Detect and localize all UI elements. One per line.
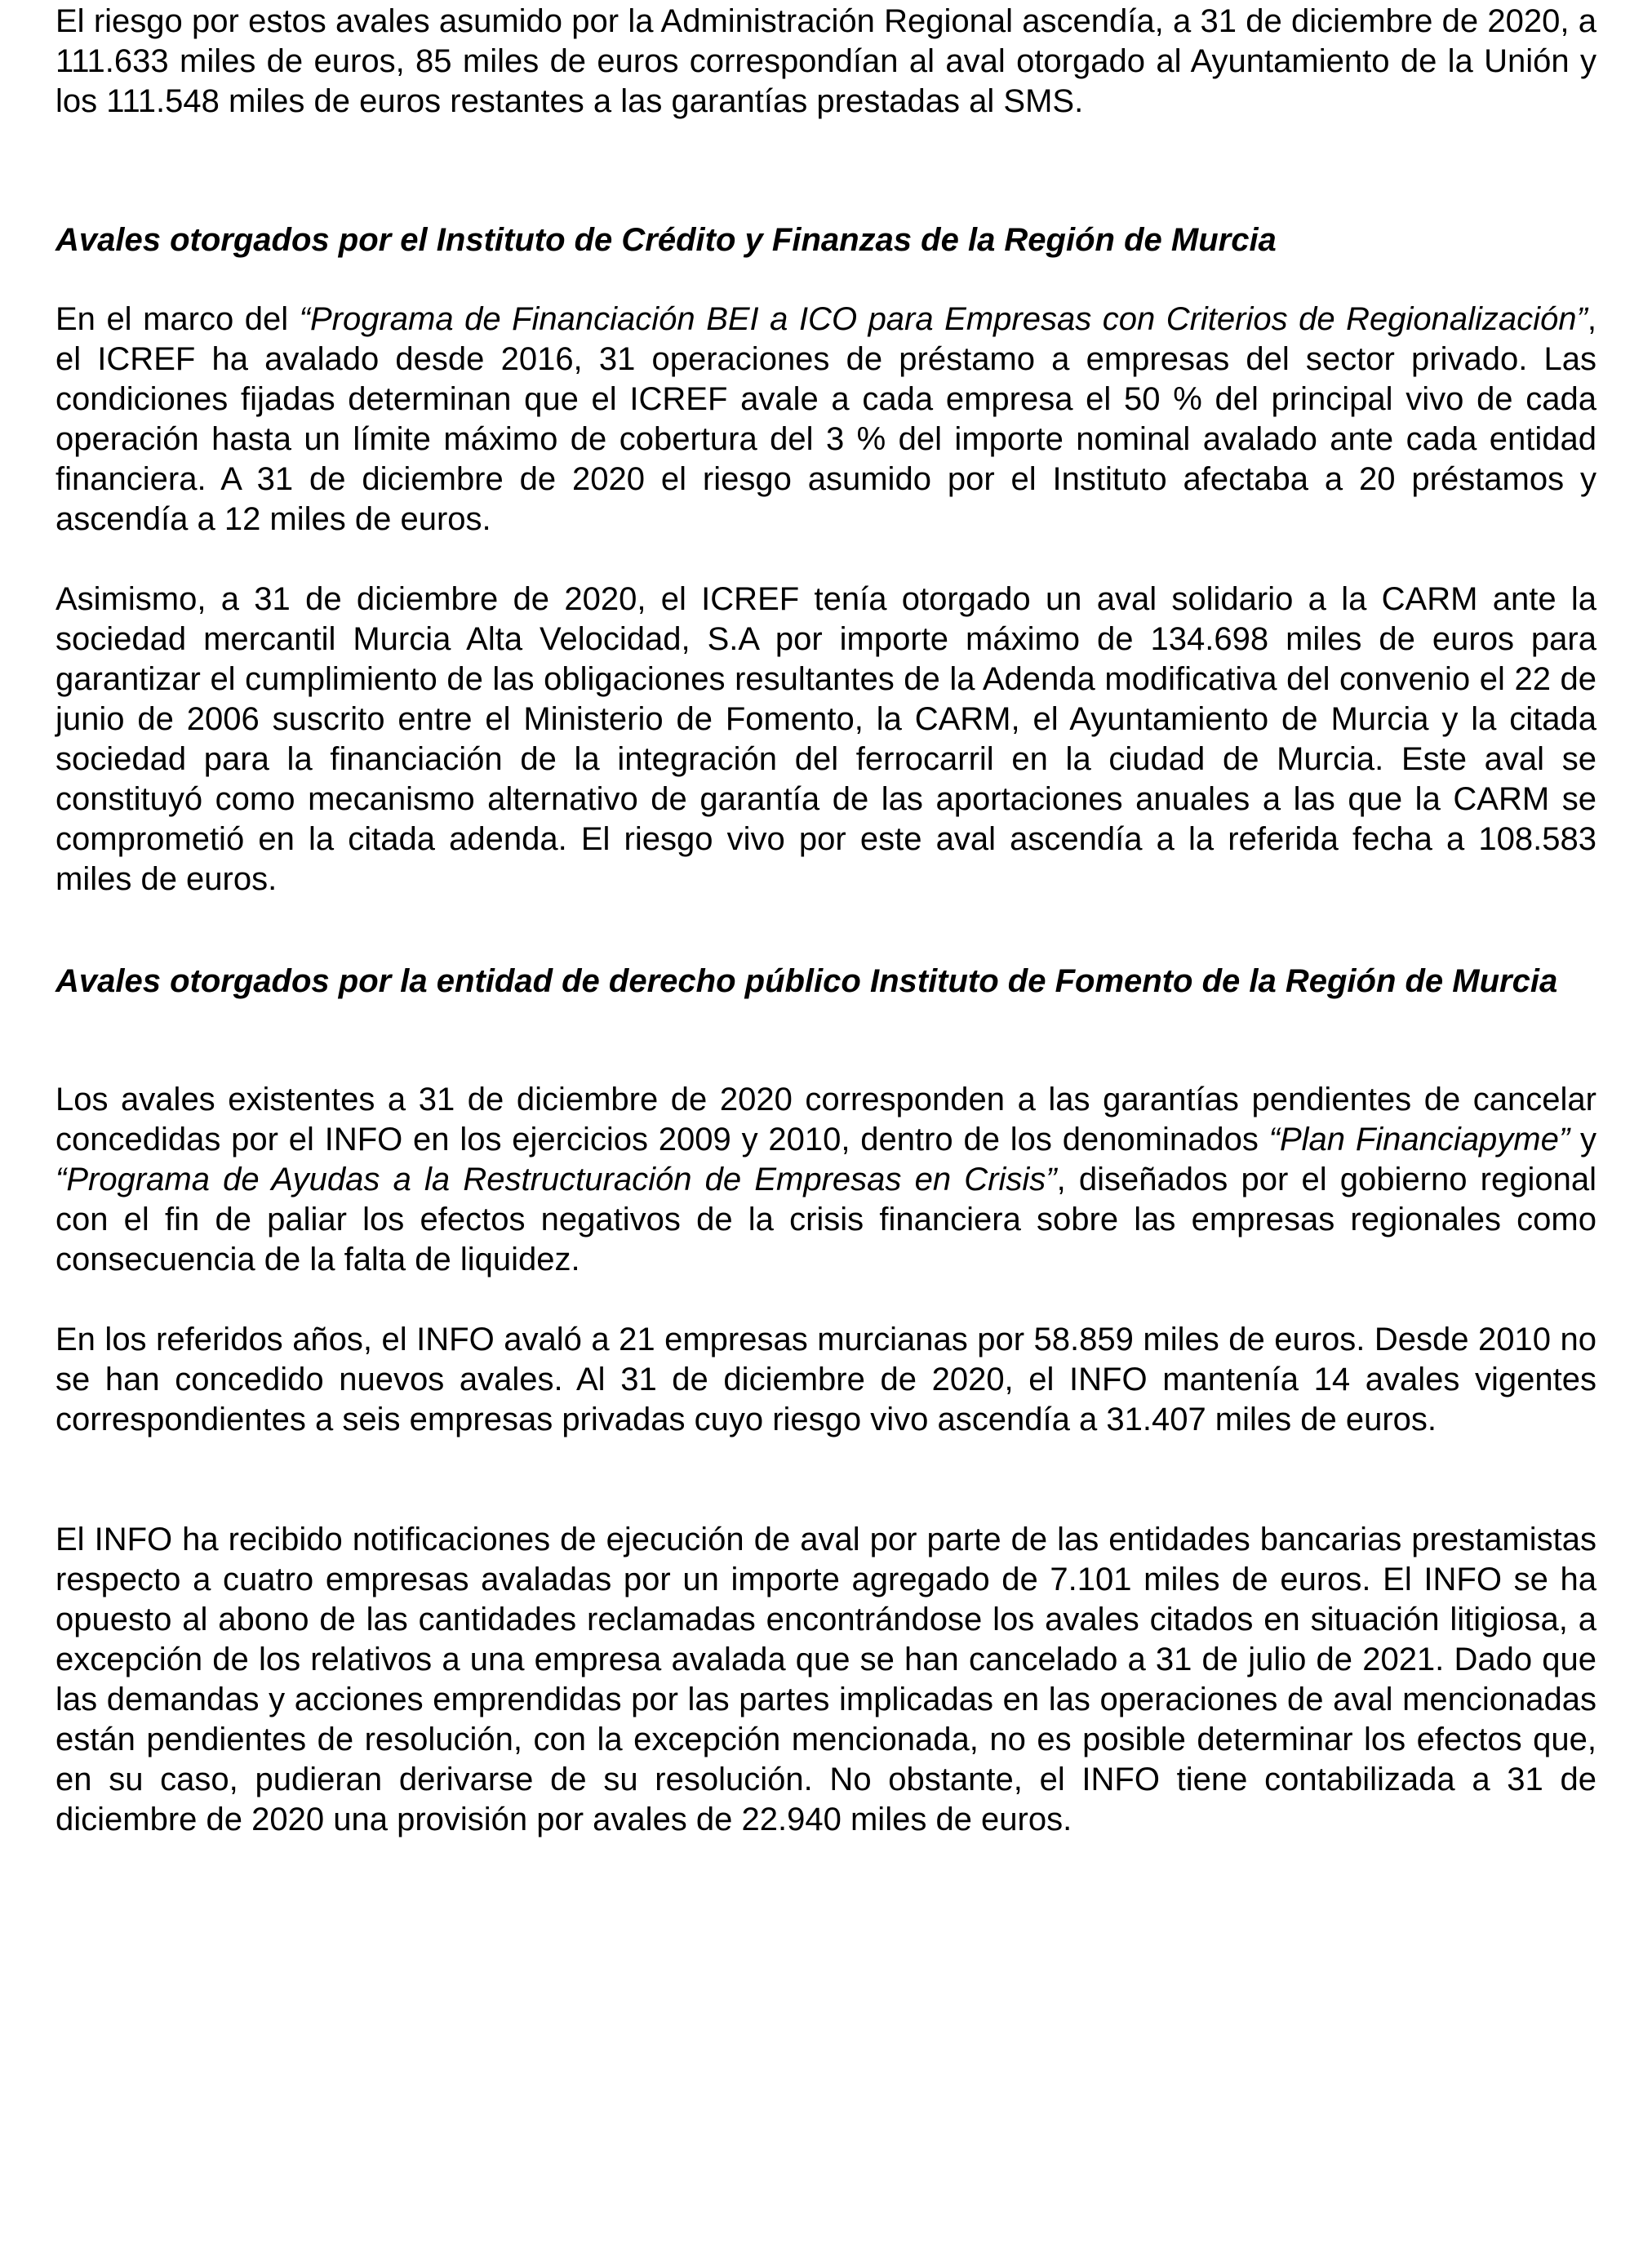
plan-name-financiapyme: “Plan Financiapyme” [1268, 1122, 1570, 1157]
paragraph-info-guaranteed-companies: En los referidos años, el INFO avaló a 21 empresas murcianas por 58.859 miles de euros. Desde 2010 no se han concedido nuevos avales. Al 31 de diciembre de 2020, el INFO mantenía 14 avales vigentes correspondientes a seis empresas privadas cuyo riesgo vivo ascendía a 31.407 miles de euros. [56, 1322, 1596, 1437]
paragraph-body-text: , diseñados por el gobierno regional con el fin de paliar los efectos negativos de la crisis financiera sobre las empresas regionales como consecuencia de la falta de liquidez. [56, 1162, 1596, 1277]
paragraph-murcia-alta-velocidad-guarantee: Asimismo, a 31 de diciembre de 2020, el ICREF tenía otorgado un aval solidario a la CARM ante la sociedad mercantil Murcia Alta Velocidad, S.A por importe máximo de 134.698 miles de euros para garantizar el cumplimiento de las obligaciones resultantes de la Adenda modificativa del convenio el 22 de junio de 2006 suscrito entre el Ministerio de Fomento, la CARM, el Ayuntamiento de Murcia y la citada sociedad para la financiación de la integración del ferrocarril en la ciudad de Murcia. Este aval se constituyó como mecanismo alternativo de garantía de las aportaciones anuales a las que la CARM se comprometió en la citada adenda. El riesgo vivo por este aval ascendía a la referida fecha a 108.583 miles de euros. [56, 581, 1596, 897]
paragraph-regional-guarantees-risk: El riesgo por estos avales asumido por la Administración Regional ascendía, a 31 de diciembre de 2020, a 111.633 miles de euros, 85 miles de euros correspondían al aval otorgado al Ayuntamiento de la Unión y los 111.548 miles de euros restantes a las garantías prestadas al SMS. [56, 3, 1596, 119]
program-name-bei-ico: “Programa de Financiación BEI a ICO para Empresas con Criterios de Regionalización” [299, 301, 1588, 337]
program-name-restructuring: “Programa de Ayudas a la Restructuración de Empresas en Crisis” [56, 1162, 1057, 1197]
paragraph-info-existing-guarantees [56, 1080, 1596, 1280]
heading-info-guarantees: Avales otorgados por la entidad de derecho público Instituto de Fomento de la Región de Murcia [56, 963, 1558, 999]
paragraph-body-text: , el ICREF ha avalado desde 2016, 31 operaciones de préstamo a empresas del sector privado. Las condiciones fijadas determinan que el ICREF avale a cada empresa el 50 % del principal vivo de cada operación hasta un límite máximo de cobertura del 3 % del importe nominal avalado ante cada entidad financiera. A 31 de diciembre de 2020 el riesgo asumido por el Instituto afectaba a 20 préstamos y ascendía a 12 miles de euros. [56, 301, 1596, 537]
heading-icref-guarantees: Avales otorgados por el Instituto de Crédito y Finanzas de la Región de Murcia [56, 222, 1277, 258]
paragraph-icref-bei-program [56, 300, 1596, 540]
paragraph-lead-text: En el marco del [56, 301, 300, 337]
paragraph-info-execution-notifications: El INFO ha recibido notificaciones de ejecución de aval por parte de las entidades bancarias prestamistas respecto a cuatro empresas avaladas por un importe agregado de 7.101 miles de euros. El INFO se ha opuesto al abono de las cantidades reclamadas encontrándose los avales citados en situación litigiosa, a excepción de los relativos a una empresa avalada que se han cancelado a 31 de julio de 2021. Dado que las demandas y acciones emprendidas por las partes implicadas en las operaciones de aval mencionadas están pendientes de resolución, con la excepción mencionada, no es posible determinar los efectos que, en su caso, pudieran derivarse de su resolución. No obstante, el INFO tiene contabilizada a 31 de diciembre de 2020 una provisión por avales de 22.940 miles de euros. [56, 1522, 1596, 1837]
paragraph-lead-text: Los avales existentes a 31 de diciembre de 2020 corresponden a las garantías pendientes de cancelar concedidas por el INFO en los ejercicios 2009 y 2010, dentro de los denominados [56, 1082, 1596, 1157]
connector-text: y [1570, 1122, 1596, 1157]
